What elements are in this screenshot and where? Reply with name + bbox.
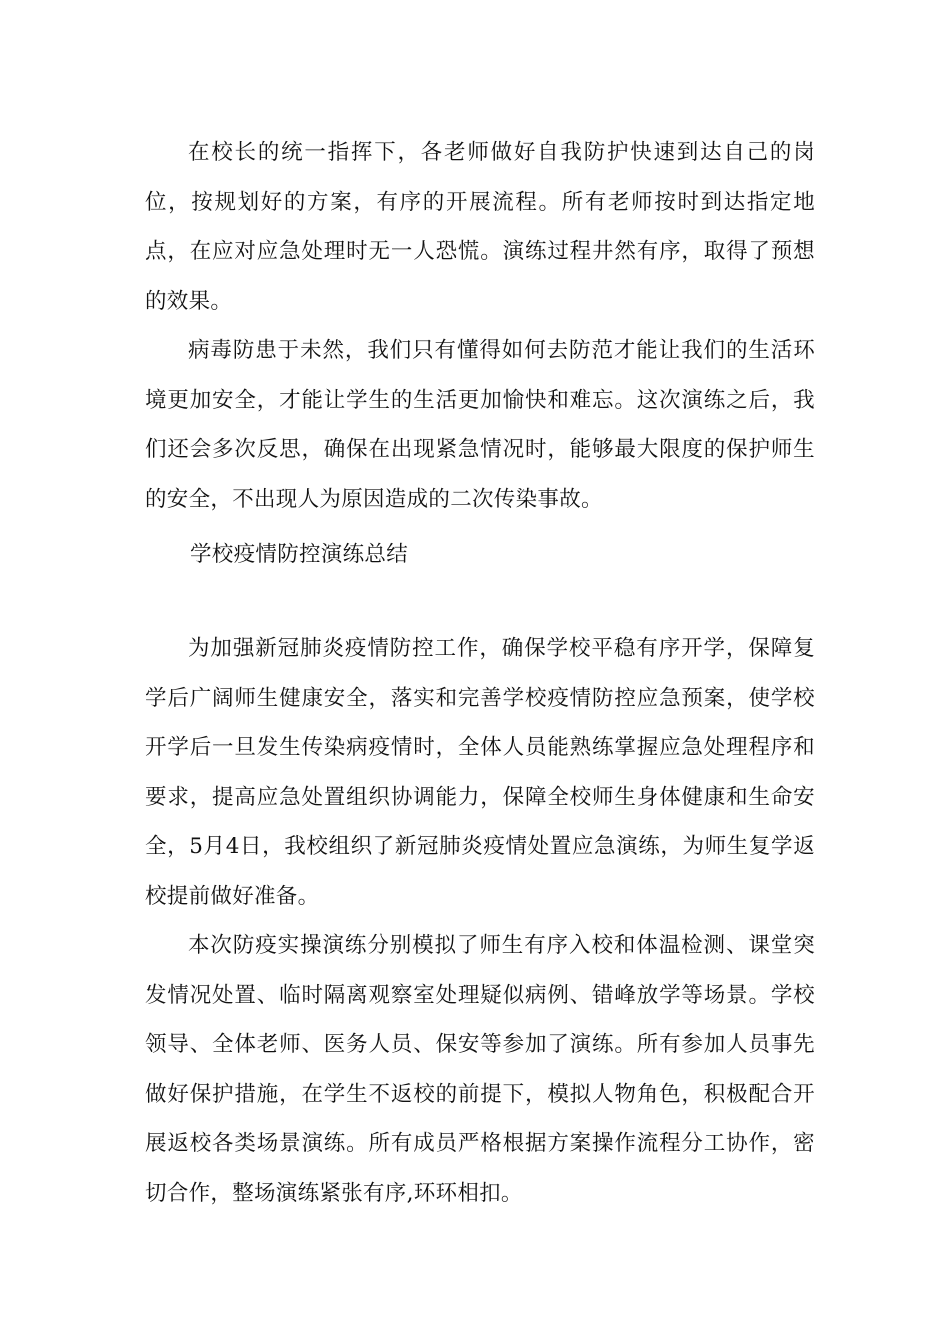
paragraph-4: 本次防疫实操演练分别模拟了师生有序入校和体温检测、课堂突发情况处置、临时隔离观察室处理疑似病例、错峰放学等场景。学校领导、全体老师、医务人员、保安等参加了演练。所有参加人员事先做好保护措施，在学生不返校的前提下，模拟人物角色，积极配合开展返校各类场景演练。所有成员严格根据方案操作流程分工协作，密切合作，整场演练紧张有序,环环相扣。: [145, 933, 815, 1206]
section-subtitle: 学校疫情防控演练总结: [190, 542, 409, 567]
text-section-top: [145, 128, 815, 524]
text-section-bottom: [145, 624, 815, 1218]
paragraph-1: 在校长的统一指挥下，各老师做好自我防护快速到达自己的岗位，按规划好的方案，有序的开展流程。所有老师按时到达指定地点，在应对应急处理时无一人恐慌。演练过程井然有序，取得了预想的效果。: [145, 140, 815, 314]
paragraph-2: 病毒防患于未然，我们只有懂得如何去防范才能让我们的生活环境更加安全，才能让学生的生活更加愉快和难忘。这次演练之后，我们还会多次反思，确保在出现紧急情况时，能够最大限度的保护师生的安全，不出现人为原因造成的二次传染事故。: [145, 338, 815, 512]
paragraph-3: 为加强新冠肺炎疫情防控工作，确保学校平稳有序开学，保障复学后广阔师生健康安全，落实和完善学校疫情防控应急预案，使学校开学后一旦发生传染病疫情时，全体人员能熟练掌握应急处理程序和要求，提高应急处置组织协调能力，保障全校师生身体健康和生命安全，5月4日，我校组织了新冠肺炎疫情处置应急演练，为师生复学返校提前做好准备。: [145, 636, 815, 909]
